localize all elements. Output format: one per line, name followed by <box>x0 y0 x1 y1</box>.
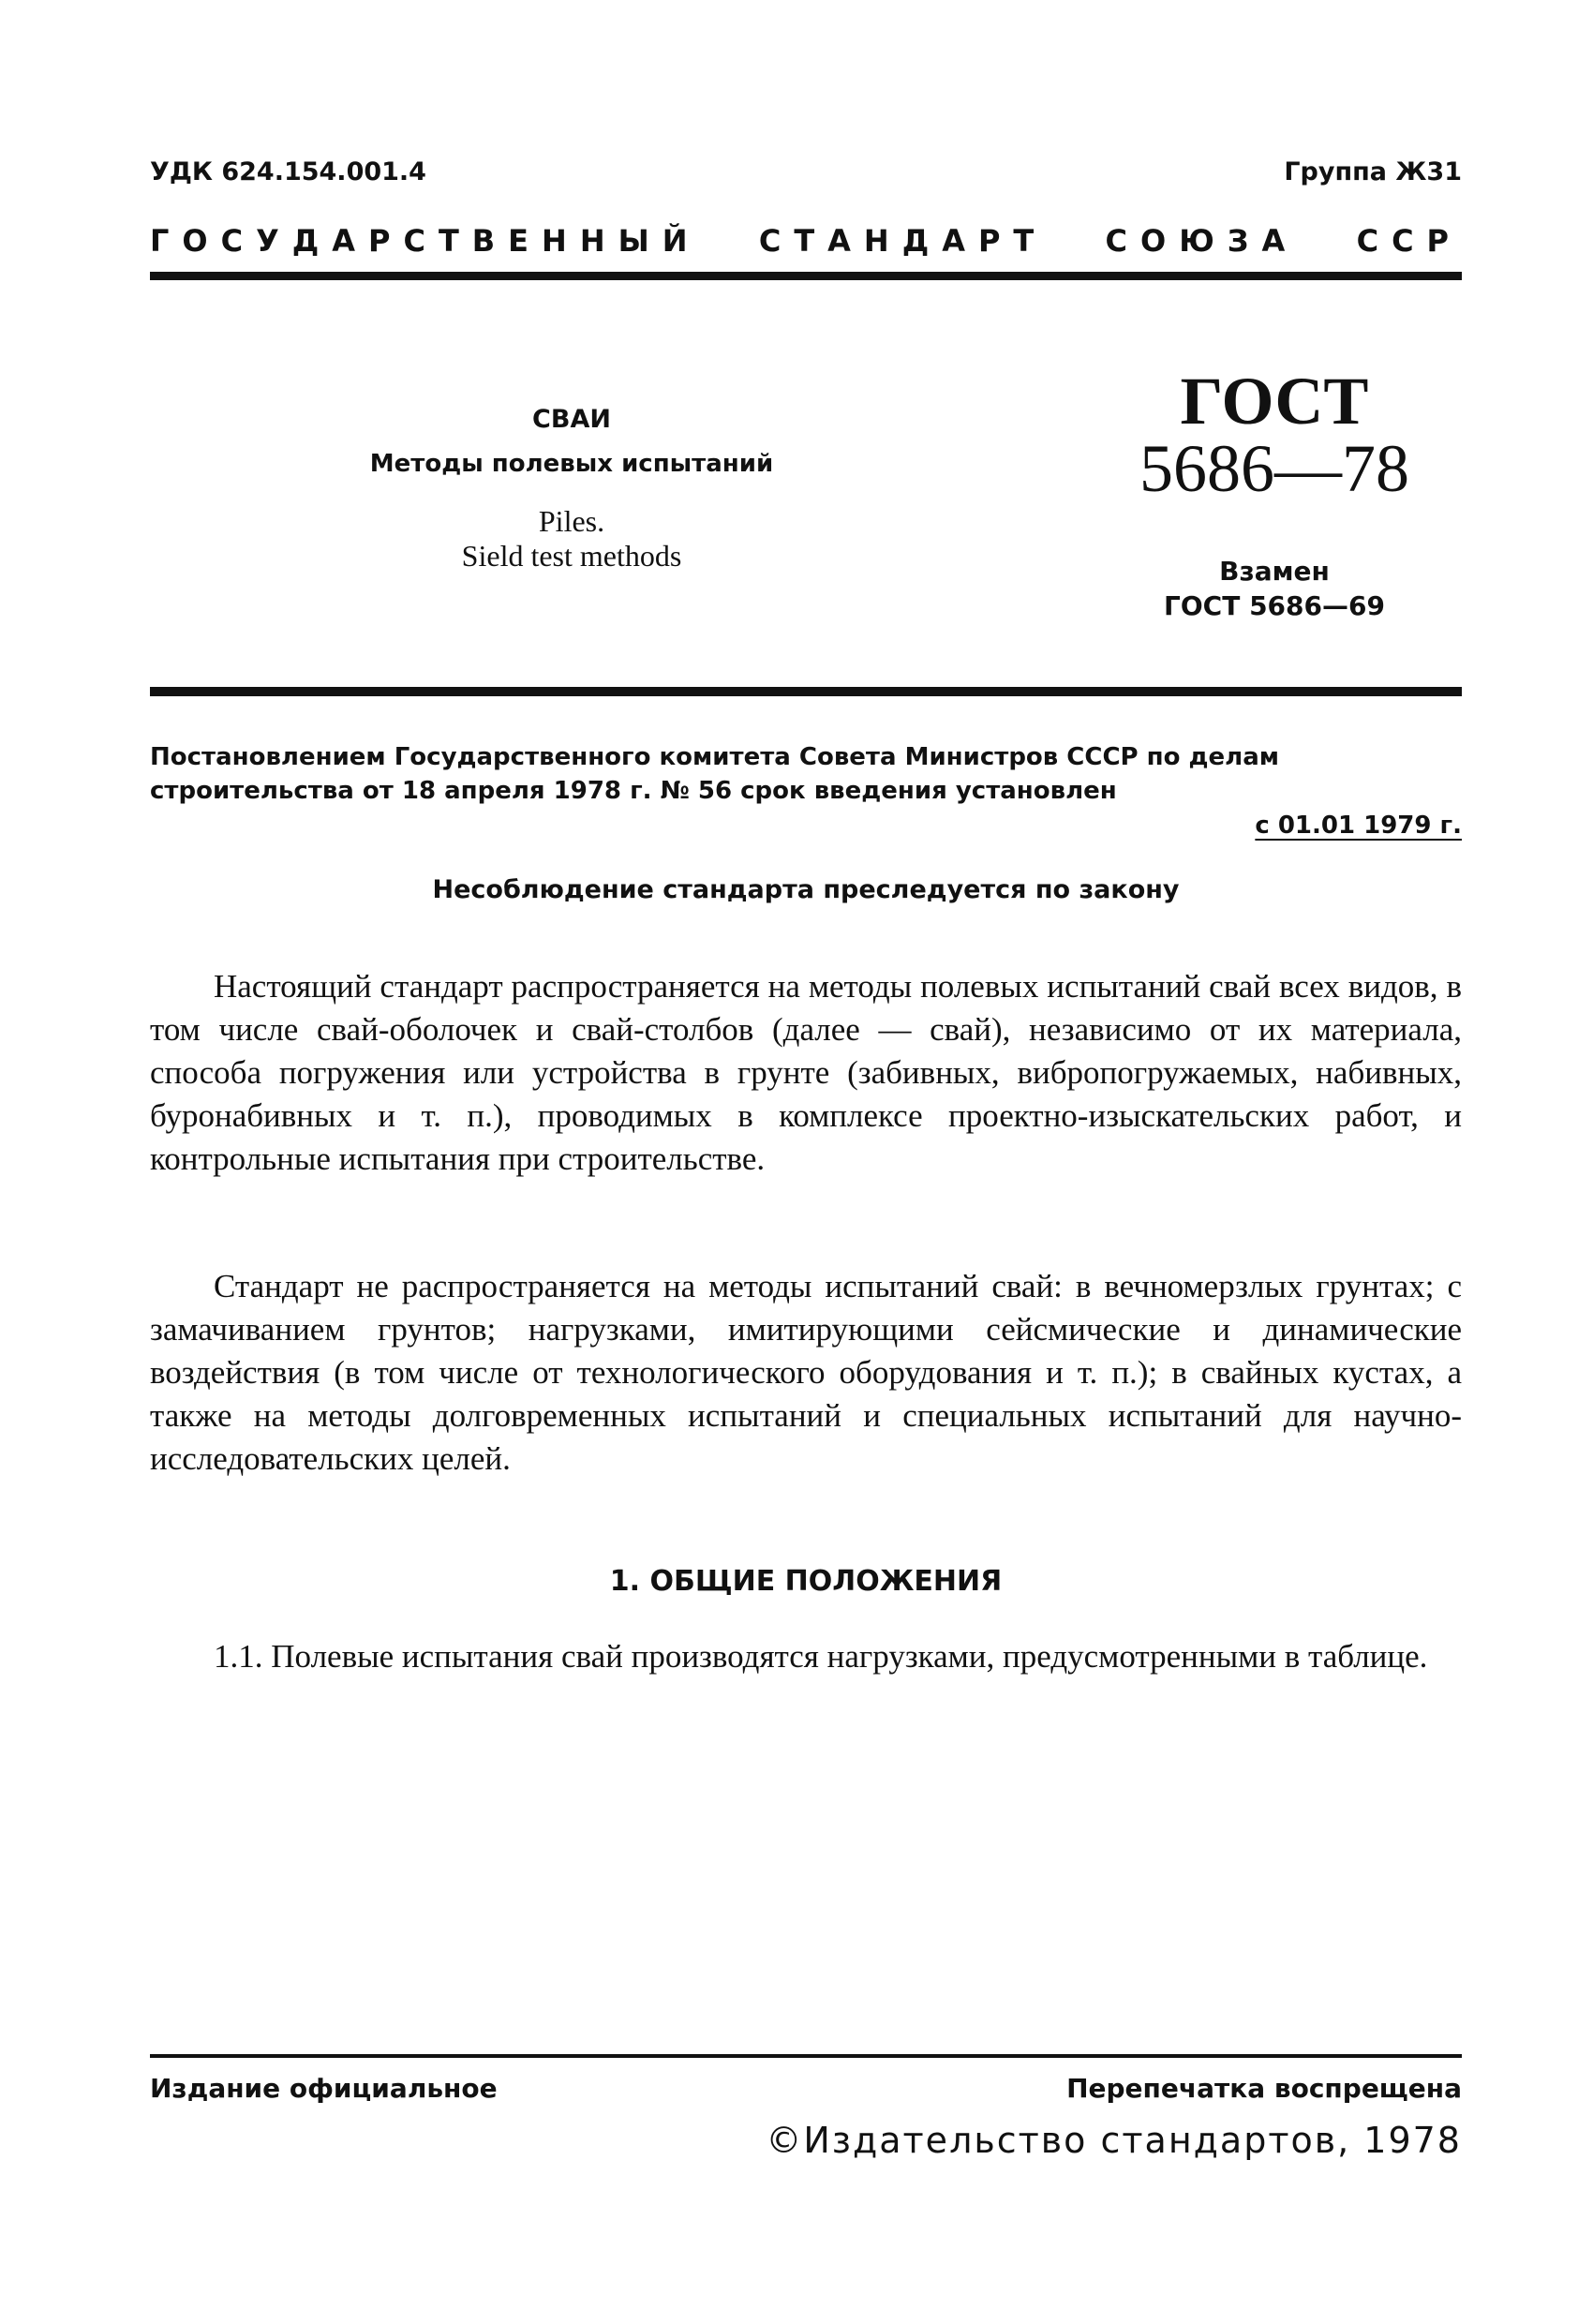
gost-number: 5686—78 <box>1139 431 1409 506</box>
title-divider <box>150 687 1462 696</box>
state-word-1: ГОСУДАРСТВЕННЫЙ <box>150 223 701 259</box>
official-edition-note: Издание официальное <box>150 2073 498 2104</box>
gost-label: ГОСТ <box>1180 364 1369 439</box>
document-subtitle: Методы полевых испытаний <box>369 450 774 478</box>
replaces-standard: ГОСТ 5686—69 <box>1164 590 1385 621</box>
document-title: СВАИ <box>532 405 611 434</box>
udk-code: УДК 624.154.001.4 <box>150 157 426 186</box>
publisher-copyright: ©Издательство стандартов, 1978 <box>766 2120 1462 2161</box>
effective-date: с 01.01 1979 г. <box>1255 812 1462 840</box>
body-paragraph-2: Стандарт не распространяется на методы испытаний свай: в вечномерзлых грунтах; с замачиванием грунтов; нагрузками, имитирующими сейсмические и динамические воздействия (в том числе от технологического оборудования и т. п.); в свайных кустах, а также на методы долговременных испытаний и специальных испытаний для научно-исследовательских целей. <box>150 1268 1462 1477</box>
state-word-4: ССР <box>1356 223 1462 259</box>
legal-notice: Несоблюдение стандарта преследуется по закону <box>432 875 1180 904</box>
body-paragraph-3: 1.1. Полевые испытания свай производятся нагрузками, предусмотренными в таблице. <box>214 1638 1428 1675</box>
footer-divider <box>150 2054 1462 2058</box>
state-word-3: СОЮЗА <box>1105 223 1299 259</box>
reprint-prohibited-note: Перепечатка воспрещена <box>1066 2073 1462 2104</box>
state-word-2: СТАНДАРТ <box>758 223 1048 259</box>
header-divider <box>150 272 1462 280</box>
replaces-label: Взамен <box>1219 556 1330 587</box>
group-code: Группа Ж31 <box>1284 157 1462 186</box>
english-title-1: Piles. <box>538 504 605 538</box>
body-paragraph-1: Настоящий стандарт распространяется на методы полевых испытаний свай всех видов, в том числе свай-оболочек и свай-столбов (далее — свай), независимо от их материала, способа погружения или устройства в грунте (забивных, вибропогружаемых, набивных, буронабивных и т. п.), проводимых в комплексе проектно-изыскательских работ, и контрольные испытания при строительстве. <box>150 968 1462 1177</box>
decree-text: Постановлением Государственного комитета Совета Министров СССР по делам строительства от 18 апреля 1978 г. № 56 срок введения установлен <box>150 743 1280 805</box>
section-heading: 1. ОБЩИЕ ПОЛОЖЕНИЯ <box>609 1565 1003 1598</box>
english-title-2: Sield test methods <box>461 539 682 573</box>
state-standard-banner <box>150 222 1462 260</box>
